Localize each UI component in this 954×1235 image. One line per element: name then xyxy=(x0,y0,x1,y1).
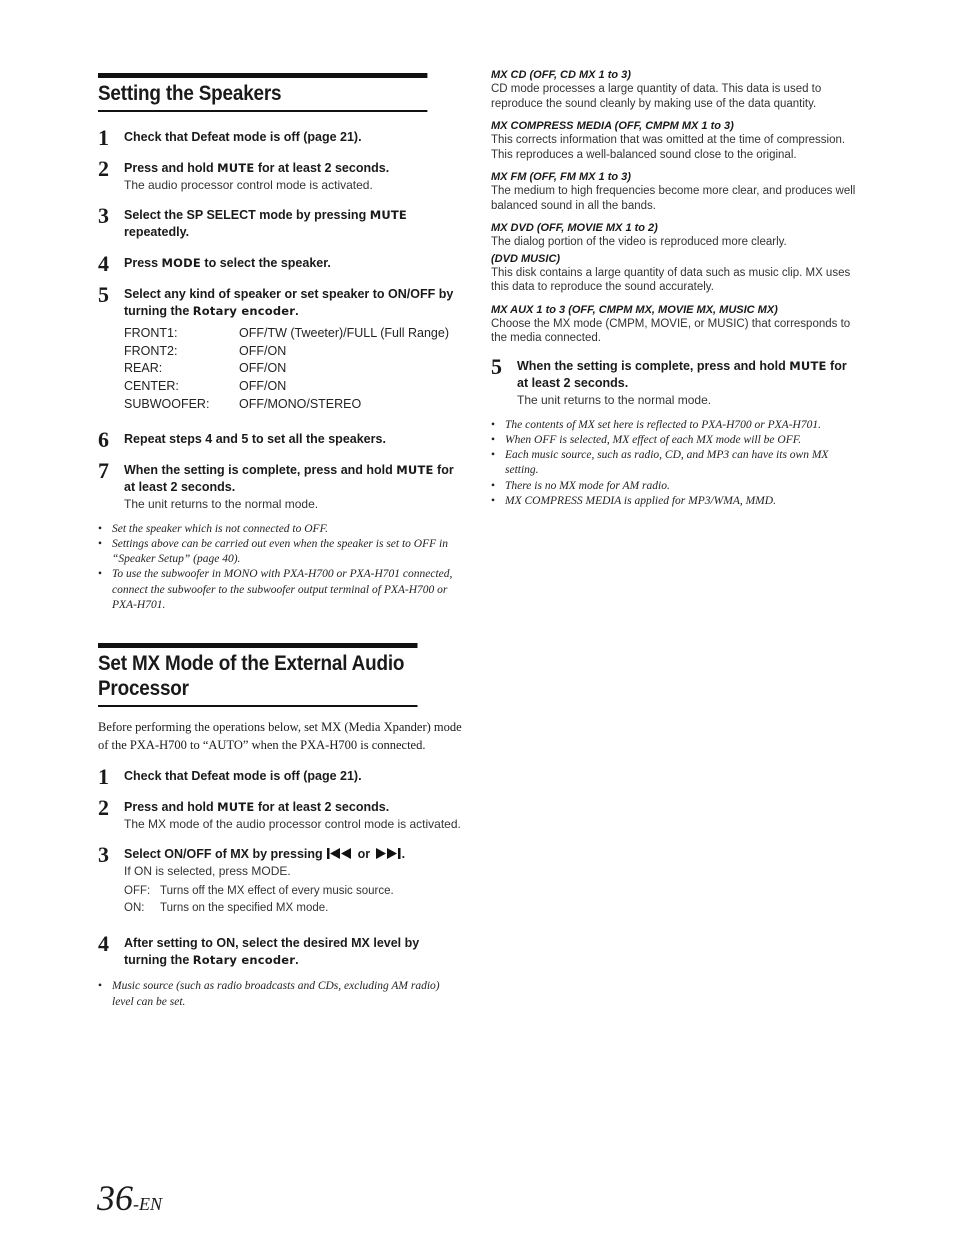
step-heading: Select the SP SELECT mode by pressing MUTE repeatedly. xyxy=(124,208,407,239)
mute-key-label: MUTE xyxy=(217,800,255,815)
rotary-encoder-label: Rotary encoder xyxy=(192,953,296,968)
step-6 xyxy=(98,426,464,452)
mx-step-1 xyxy=(98,764,464,790)
step-number: 2 xyxy=(98,795,109,821)
step-description: The MX mode of the audio processor control mode is activated. xyxy=(124,817,461,832)
step-description: The audio processor control mode is activated. xyxy=(124,178,373,192)
speaker-options-table xyxy=(124,325,449,414)
list-item: • The contents of MX set here is reflected to PXA-H700 or PXA-H701. xyxy=(491,418,821,431)
mx-step-5 xyxy=(491,353,861,408)
list-item: • Music source (such as radio broadcasts and CDs, excluding AM radio) level can be set. xyxy=(98,980,440,1008)
step-number: 4 xyxy=(98,251,109,276)
notes-list xyxy=(98,522,464,614)
mx-mode-title: MX AUX 1 to 3 (OFF, CMPM MX, MOVIE MX, MUSIC MX) xyxy=(491,303,778,316)
step-heading: Press MODE to select the speaker. xyxy=(124,256,331,270)
mute-key-label: MUTE xyxy=(396,462,434,477)
list-item: • Set the speaker which is not connected to OFF. xyxy=(98,522,329,535)
mx-mode-title: MX CD (OFF, CD MX 1 to 3) xyxy=(491,69,631,81)
step-5 xyxy=(98,282,464,414)
page-number: 36-EN xyxy=(97,1178,162,1218)
table-row: ON: Turns on the specified MX mode. xyxy=(124,902,329,915)
mx-mode-title: MX FM (OFF, FM MX 1 to 3) xyxy=(491,171,631,183)
step-number: 1 xyxy=(98,125,109,150)
step-heading: When the setting is complete, press and hold MUTE for at least 2 seconds. xyxy=(517,358,847,390)
skip-back-icon xyxy=(326,848,354,859)
mute-key-label: MUTE xyxy=(789,358,827,373)
step-2 xyxy=(98,156,464,193)
notes-list xyxy=(491,418,861,510)
mx-mode-body: The dialog portion of the video is reproduced more clearly. xyxy=(491,236,787,248)
mx-mode-compress-media xyxy=(491,119,861,162)
rotary-encoder-label: Rotary encoder xyxy=(192,304,296,318)
mx-step-2 xyxy=(98,795,464,832)
step-7 xyxy=(98,457,464,512)
mx-mode-body: This disk contains a large quantity of data such as music clip. MX uses this data to reproduce the sound accurately. xyxy=(491,266,851,293)
step-1 xyxy=(98,125,464,150)
step-description: The unit returns to the normal mode. xyxy=(124,496,319,511)
mute-key-label: MUTE xyxy=(369,208,407,222)
step-4 xyxy=(98,251,464,276)
mx-mode-title: MX DVD (OFF, MOVIE MX 1 to 2) xyxy=(491,222,658,234)
step-heading: Select ON/OFF of MX by pressing or . xyxy=(124,847,406,862)
list-item: • There is no MX mode for AM radio. xyxy=(491,479,670,492)
step-number: 2 xyxy=(98,156,109,181)
mx-mode-body: This corrects information that was omitted at the time of compression. This reproduces a well-balanced sound close to the original. xyxy=(491,134,846,161)
table-row: REAR: OFF/ON xyxy=(124,361,287,376)
step-number: 5 xyxy=(491,353,502,379)
section-title-setting-speakers: Setting the Speakers xyxy=(98,73,427,112)
step-number: 3 xyxy=(98,842,109,868)
table-row: FRONT1: OFF/TW (Tweeter)/FULL (Full Range) xyxy=(124,326,449,340)
step-heading: When the setting is complete, press and hold MUTE for at least 2 seconds. xyxy=(124,462,454,494)
mute-key-label: MUTE xyxy=(217,161,255,175)
step-3 xyxy=(98,203,464,241)
table-row: SUBWOOFER: OFF/MONO/STEREO xyxy=(124,396,362,411)
table-row: CENTER: OFF/ON xyxy=(124,379,287,394)
step-description: If ON is selected, press MODE. xyxy=(124,864,291,879)
list-item: • Each music source, such as radio, CD, and MP3 can have its own MX setting. xyxy=(491,449,829,477)
mode-key-label: MODE xyxy=(161,256,201,270)
list-item: • MX COMPRESS MEDIA is applied for MP3/WMA, MMD. xyxy=(491,494,776,507)
mx-mode-title: MX COMPRESS MEDIA (OFF, CMPM MX 1 to 3) xyxy=(491,120,734,132)
mx-mode-cd xyxy=(491,68,861,111)
right-column xyxy=(491,68,861,509)
left-column xyxy=(98,73,464,1010)
list-item: • Settings above can be carried out even when the speaker is set to OFF in “Speaker Setup” (page 40). xyxy=(98,537,448,566)
step-heading: Select any kind of speaker or set speaker to ON/OFF by turning the Rotary encoder. xyxy=(124,287,454,318)
step-number: 6 xyxy=(98,426,109,452)
mx-step-3 xyxy=(98,842,464,917)
mx-mode-title: (DVD MUSIC) xyxy=(491,252,561,265)
step-number: 4 xyxy=(98,931,109,957)
step-heading: Check that Defeat mode is off (page 21). xyxy=(124,769,362,784)
table-row: FRONT2: OFF/ON xyxy=(124,343,287,358)
intro-paragraph: Before performing the operations below, set MX (Media Xpander) mode of the PXA-H700 to “AUTO” when the PXA-H700 is connected. xyxy=(98,720,462,752)
mx-mode-aux xyxy=(491,303,861,346)
mode-key-label: MODE xyxy=(251,864,288,879)
step-number: 7 xyxy=(98,457,109,483)
step-number: 5 xyxy=(98,282,109,307)
skip-forward-icon xyxy=(374,848,402,859)
step-heading: Check that Defeat mode is off (page 21). xyxy=(124,130,362,144)
mx-mode-body: Choose the MX mode (CMPM, MOVIE, or MUSIC) that corresponds to the media connected. xyxy=(491,317,851,344)
page-suffix: -EN xyxy=(133,1194,162,1214)
step-heading: Press and hold MUTE for at least 2 seconds. xyxy=(124,161,390,175)
notes-list xyxy=(98,979,464,1010)
mx-step-4 xyxy=(98,931,464,969)
list-item: • To use the subwoofer in MONO with PXA-H700 or PXA-H701 connected, connect the subwoofer to the subwoofer output terminal of PXA-H700 or PXA-H701. xyxy=(98,568,453,611)
mx-mode-dvd xyxy=(491,221,861,295)
list-item: • When OFF is selected, MX effect of each MX mode will be OFF. xyxy=(491,433,802,446)
section-title-set-mx-mode: Set MX Mode of the External Audio Processor xyxy=(98,643,418,707)
mx-mode-fm xyxy=(491,170,861,213)
mx-mode-body: CD mode processes a large quantity of data. This data is used to reproduce the sound cleanly by making use of the data quantity. xyxy=(491,83,822,110)
step-heading: Repeat steps 4 and 5 to set all the speakers. xyxy=(124,431,386,446)
on-off-table xyxy=(124,883,394,917)
step-description: The unit returns to the normal mode. xyxy=(517,392,712,407)
table-row: OFF: Turns off the MX effect of every music source. xyxy=(124,885,394,898)
mx-mode-body: The medium to high frequencies become more clear, and produces well balanced sound in all the bands. xyxy=(491,185,856,212)
step-number: 1 xyxy=(98,764,109,790)
step-heading: Press and hold MUTE for at least 2 seconds. xyxy=(124,800,390,815)
step-number: 3 xyxy=(98,203,109,228)
step-heading: After setting to ON, select the desired MX level by turning the Rotary encoder. xyxy=(124,936,420,968)
